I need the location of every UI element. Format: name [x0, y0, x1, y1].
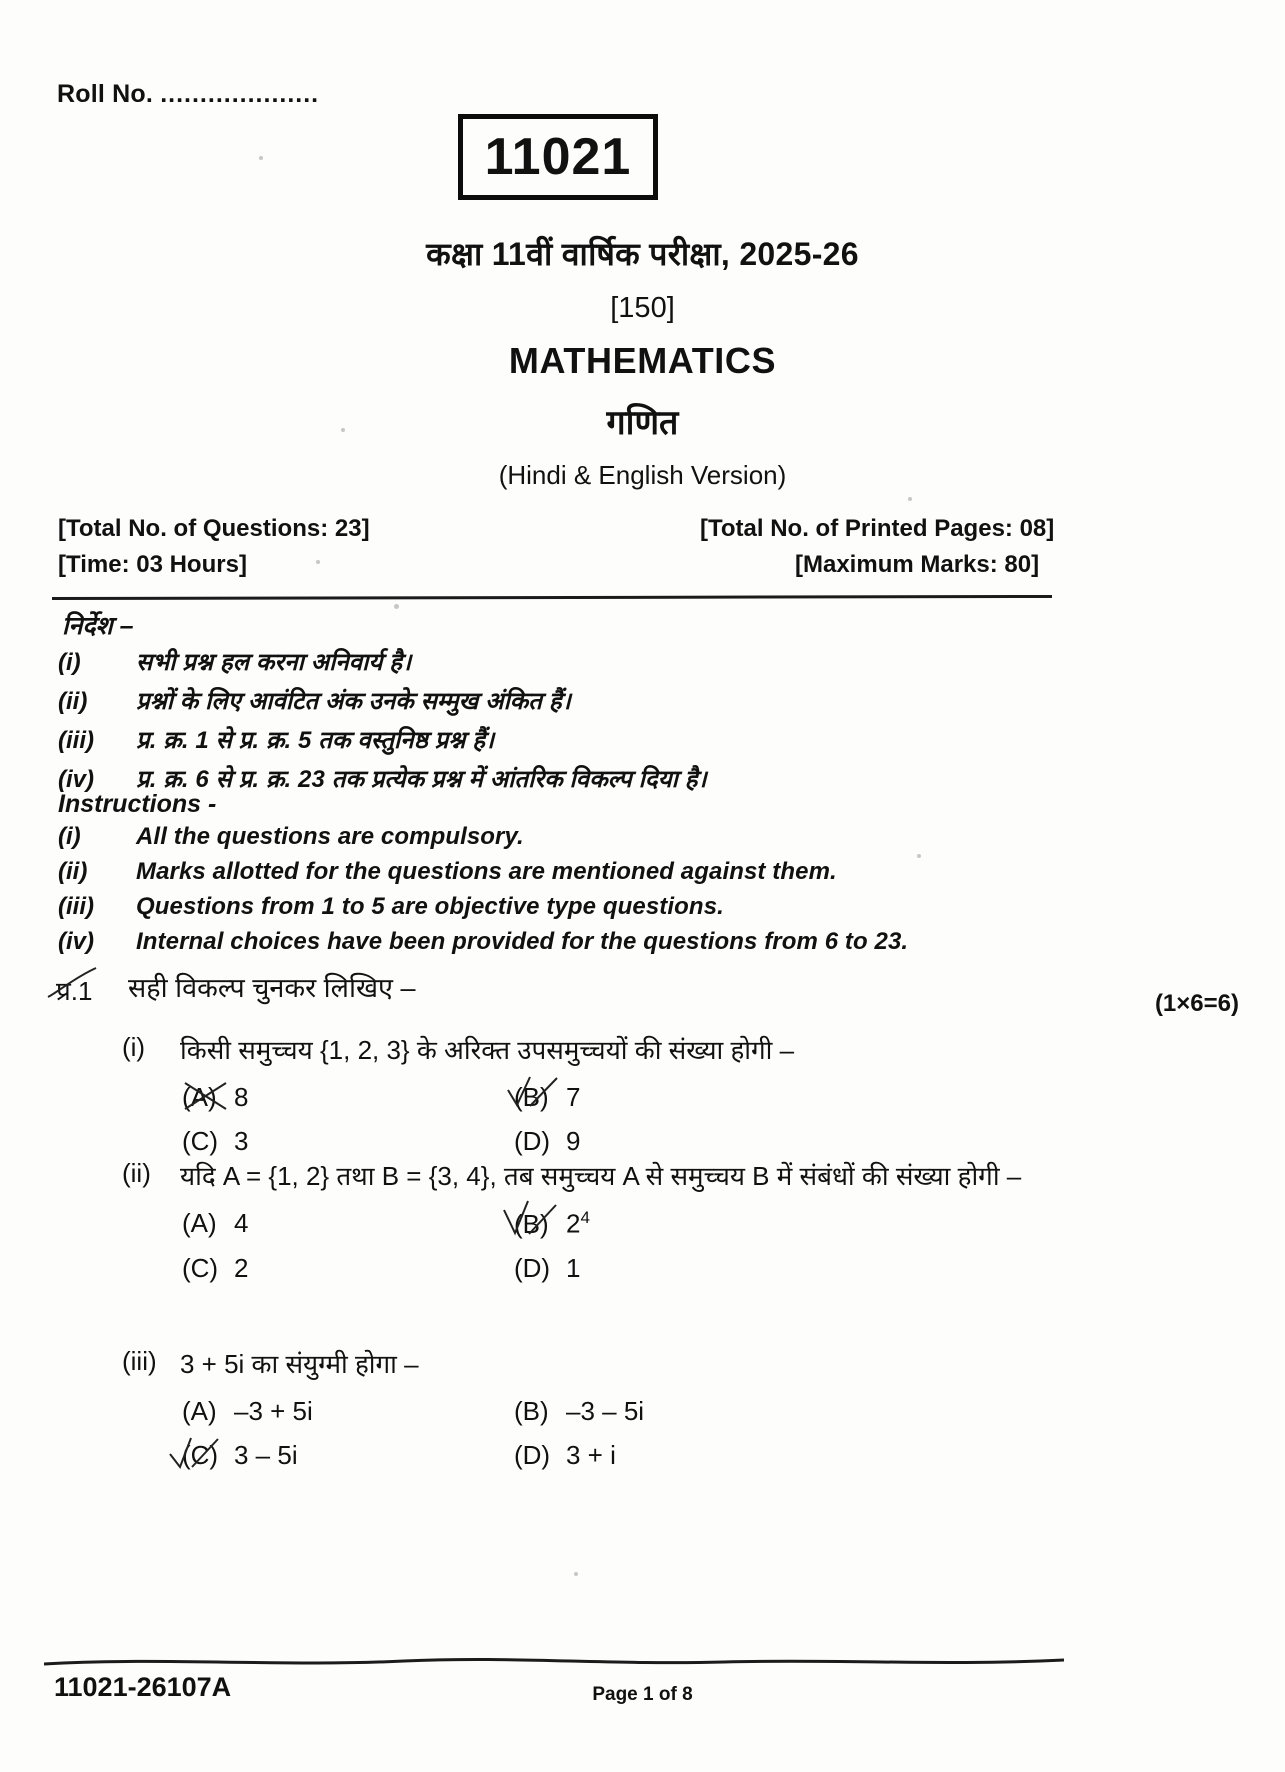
paper-code-box — [458, 114, 658, 200]
instructions-list-hindi — [58, 645, 707, 801]
option-a-value: 8 — [234, 1081, 249, 1112]
option-c[interactable] — [182, 1253, 514, 1284]
option-b-value: 2 — [566, 1208, 581, 1239]
footer-page-indicator: Page 1 of 8 — [592, 1684, 693, 1705]
roll-number-blank: .................... — [160, 80, 320, 108]
instructions-heading-hindi: निर्देश – — [62, 612, 134, 640]
instruction-number: (ii) — [58, 858, 88, 885]
option-d-label: (D) — [514, 1125, 551, 1156]
scan-speck — [917, 854, 921, 858]
option-a[interactable] — [182, 1396, 514, 1427]
sub-question-number: (iii) — [122, 1346, 157, 1376]
option-d-value: 3 + i — [566, 1439, 616, 1470]
instruction-item — [58, 684, 707, 717]
option-b-label: (B) — [514, 1208, 549, 1239]
instruction-text: Questions from 1 to 5 are objective type questions. — [136, 893, 724, 920]
instruction-text: Marks allotted for the questions are mentioned against them. — [136, 858, 837, 885]
sub-question-stem-row — [122, 1158, 1152, 1195]
option-row — [182, 1440, 1152, 1471]
option-d[interactable] — [514, 1440, 846, 1471]
option-b-label: (B) — [514, 1081, 549, 1112]
instruction-text: प्र. क्र. 1 से प्र. क्र. 5 तक वस्तुनिष्ठ प्रश्न हैं। — [136, 727, 495, 754]
instruction-number: (iii) — [58, 727, 94, 754]
option-a[interactable] — [182, 1208, 514, 1240]
option-a-label: (A) — [182, 1207, 217, 1238]
instruction-item — [58, 893, 908, 921]
instruction-text: प्र. क्र. 6 से प्र. क्र. 23 तक प्रत्येक प्रश्न में आंतरिक विकल्प दिया है। — [136, 766, 707, 793]
option-c-value: 3 — [234, 1125, 249, 1156]
scan-speck — [574, 1572, 578, 1576]
instruction-number: (iv) — [58, 928, 94, 955]
question-1-marks: (1×6=6) — [1154, 990, 1239, 1017]
option-b-exponent: 4 — [580, 1207, 590, 1227]
scan-speck — [316, 560, 320, 564]
option-c[interactable] — [182, 1126, 514, 1157]
instruction-item — [58, 723, 707, 756]
instructions-list-english — [58, 823, 908, 963]
subject-name-hindi: गणित — [606, 404, 679, 442]
option-d[interactable] — [514, 1126, 846, 1157]
option-d-label: (D) — [514, 1252, 551, 1283]
footer-divider — [44, 1655, 1064, 1669]
sub-question-stem: किसी समुच्चय {1, 2, 3} के अरिक्त उपसमुच्चयों की संख्या होगी – — [180, 1035, 795, 1065]
option-c-label: (C) — [182, 1125, 219, 1156]
option-row — [182, 1208, 1152, 1240]
sub-question-number: (ii) — [122, 1158, 151, 1188]
instruction-number: (iii) — [58, 893, 94, 920]
instruction-text: प्रश्नों के लिए आवंटित अंक उनके सम्मुख अंकित हैं। — [136, 688, 571, 715]
sub-question-iii — [122, 1346, 1152, 1471]
option-c[interactable] — [182, 1440, 514, 1471]
option-d[interactable] — [514, 1253, 846, 1284]
sub-question-number: (i) — [122, 1032, 146, 1062]
sub-question-ii — [122, 1158, 1152, 1284]
instruction-text: Internal choices have been provided for the questions from 6 to 23. — [136, 928, 909, 955]
sub-question-stem: 3 + 5i का संयुग्मी होगा – — [180, 1349, 419, 1379]
option-a-label: (A) — [182, 1081, 217, 1112]
instruction-item — [58, 645, 707, 678]
exam-title: कक्षा 11वीं वार्षिक परीक्षा, 2025-26 — [426, 236, 859, 272]
instruction-text: सभी प्रश्न हल करना अनिवार्य है। — [136, 649, 412, 676]
header-divider — [52, 595, 1052, 600]
option-a[interactable] — [182, 1082, 514, 1113]
option-c-value: 3 – 5i — [234, 1439, 298, 1470]
sub-question-stem-row — [122, 1346, 1152, 1383]
option-b[interactable] — [514, 1082, 846, 1113]
option-b-value: –3 – 5i — [566, 1395, 645, 1426]
instruction-item — [58, 858, 908, 886]
paper-code-value: 11021 — [484, 128, 632, 186]
option-row — [182, 1253, 1152, 1284]
option-row — [182, 1126, 1152, 1157]
subject-name-english: MATHEMATICS — [508, 340, 777, 381]
exam-duration: [Time: 03 Hours] — [58, 551, 247, 578]
sub-question-i — [122, 1032, 1152, 1157]
instruction-number: (i) — [58, 649, 81, 676]
instruction-number: (ii) — [58, 688, 88, 715]
scan-speck — [259, 156, 263, 160]
option-b[interactable] — [514, 1208, 846, 1240]
option-a-label: (A) — [182, 1395, 217, 1426]
instruction-text: All the questions are compulsory. — [136, 823, 524, 850]
printed-pages: [Total No. of Printed Pages: 08] — [700, 515, 1055, 542]
option-d-value: 1 — [566, 1252, 581, 1283]
option-c-value: 2 — [234, 1252, 249, 1283]
option-a-value: 4 — [234, 1207, 249, 1238]
instruction-item — [58, 823, 908, 851]
scan-speck — [908, 497, 912, 501]
roll-number-label: Roll No. — [57, 80, 154, 108]
maximum-marks: [Maximum Marks: 80] — [795, 551, 1040, 578]
roll-number-field[interactable] — [57, 80, 319, 109]
instruction-number: (i) — [58, 823, 81, 850]
language-version: (Hindi & English Version) — [498, 460, 787, 490]
option-c-label: (C) — [182, 1252, 219, 1283]
option-a-value: –3 + 5i — [234, 1395, 313, 1426]
total-questions: [Total No. of Questions: 23] — [58, 515, 370, 542]
option-b[interactable] — [514, 1396, 846, 1427]
question-1-number: प्र.1 — [56, 976, 93, 1006]
question-1-text: सही विकल्प चुनकर लिखिए – — [128, 973, 416, 1003]
option-d-value: 9 — [566, 1125, 581, 1156]
sub-question-stem-row — [122, 1032, 1152, 1069]
instruction-number: (iv) — [58, 766, 94, 793]
option-row — [182, 1396, 1152, 1427]
paper-code-bracket: [150] — [610, 292, 675, 324]
instruction-item — [58, 928, 908, 956]
instructions-heading-english: Instructions - — [58, 790, 217, 818]
sub-question-stem: यदि A = {1, 2} तथा B = {3, 4}, तब समुच्चय A से समुच्चय B में संबंधों की संख्या होगी – — [180, 1161, 1022, 1191]
option-b-value: 7 — [566, 1081, 581, 1112]
scan-speck — [394, 604, 399, 609]
footer-paper-id: 11021-26107A — [54, 1672, 232, 1702]
option-d-label: (D) — [514, 1439, 551, 1470]
option-c-label: (C) — [182, 1439, 219, 1470]
option-row — [182, 1082, 1152, 1113]
option-b-label: (B) — [514, 1395, 549, 1426]
